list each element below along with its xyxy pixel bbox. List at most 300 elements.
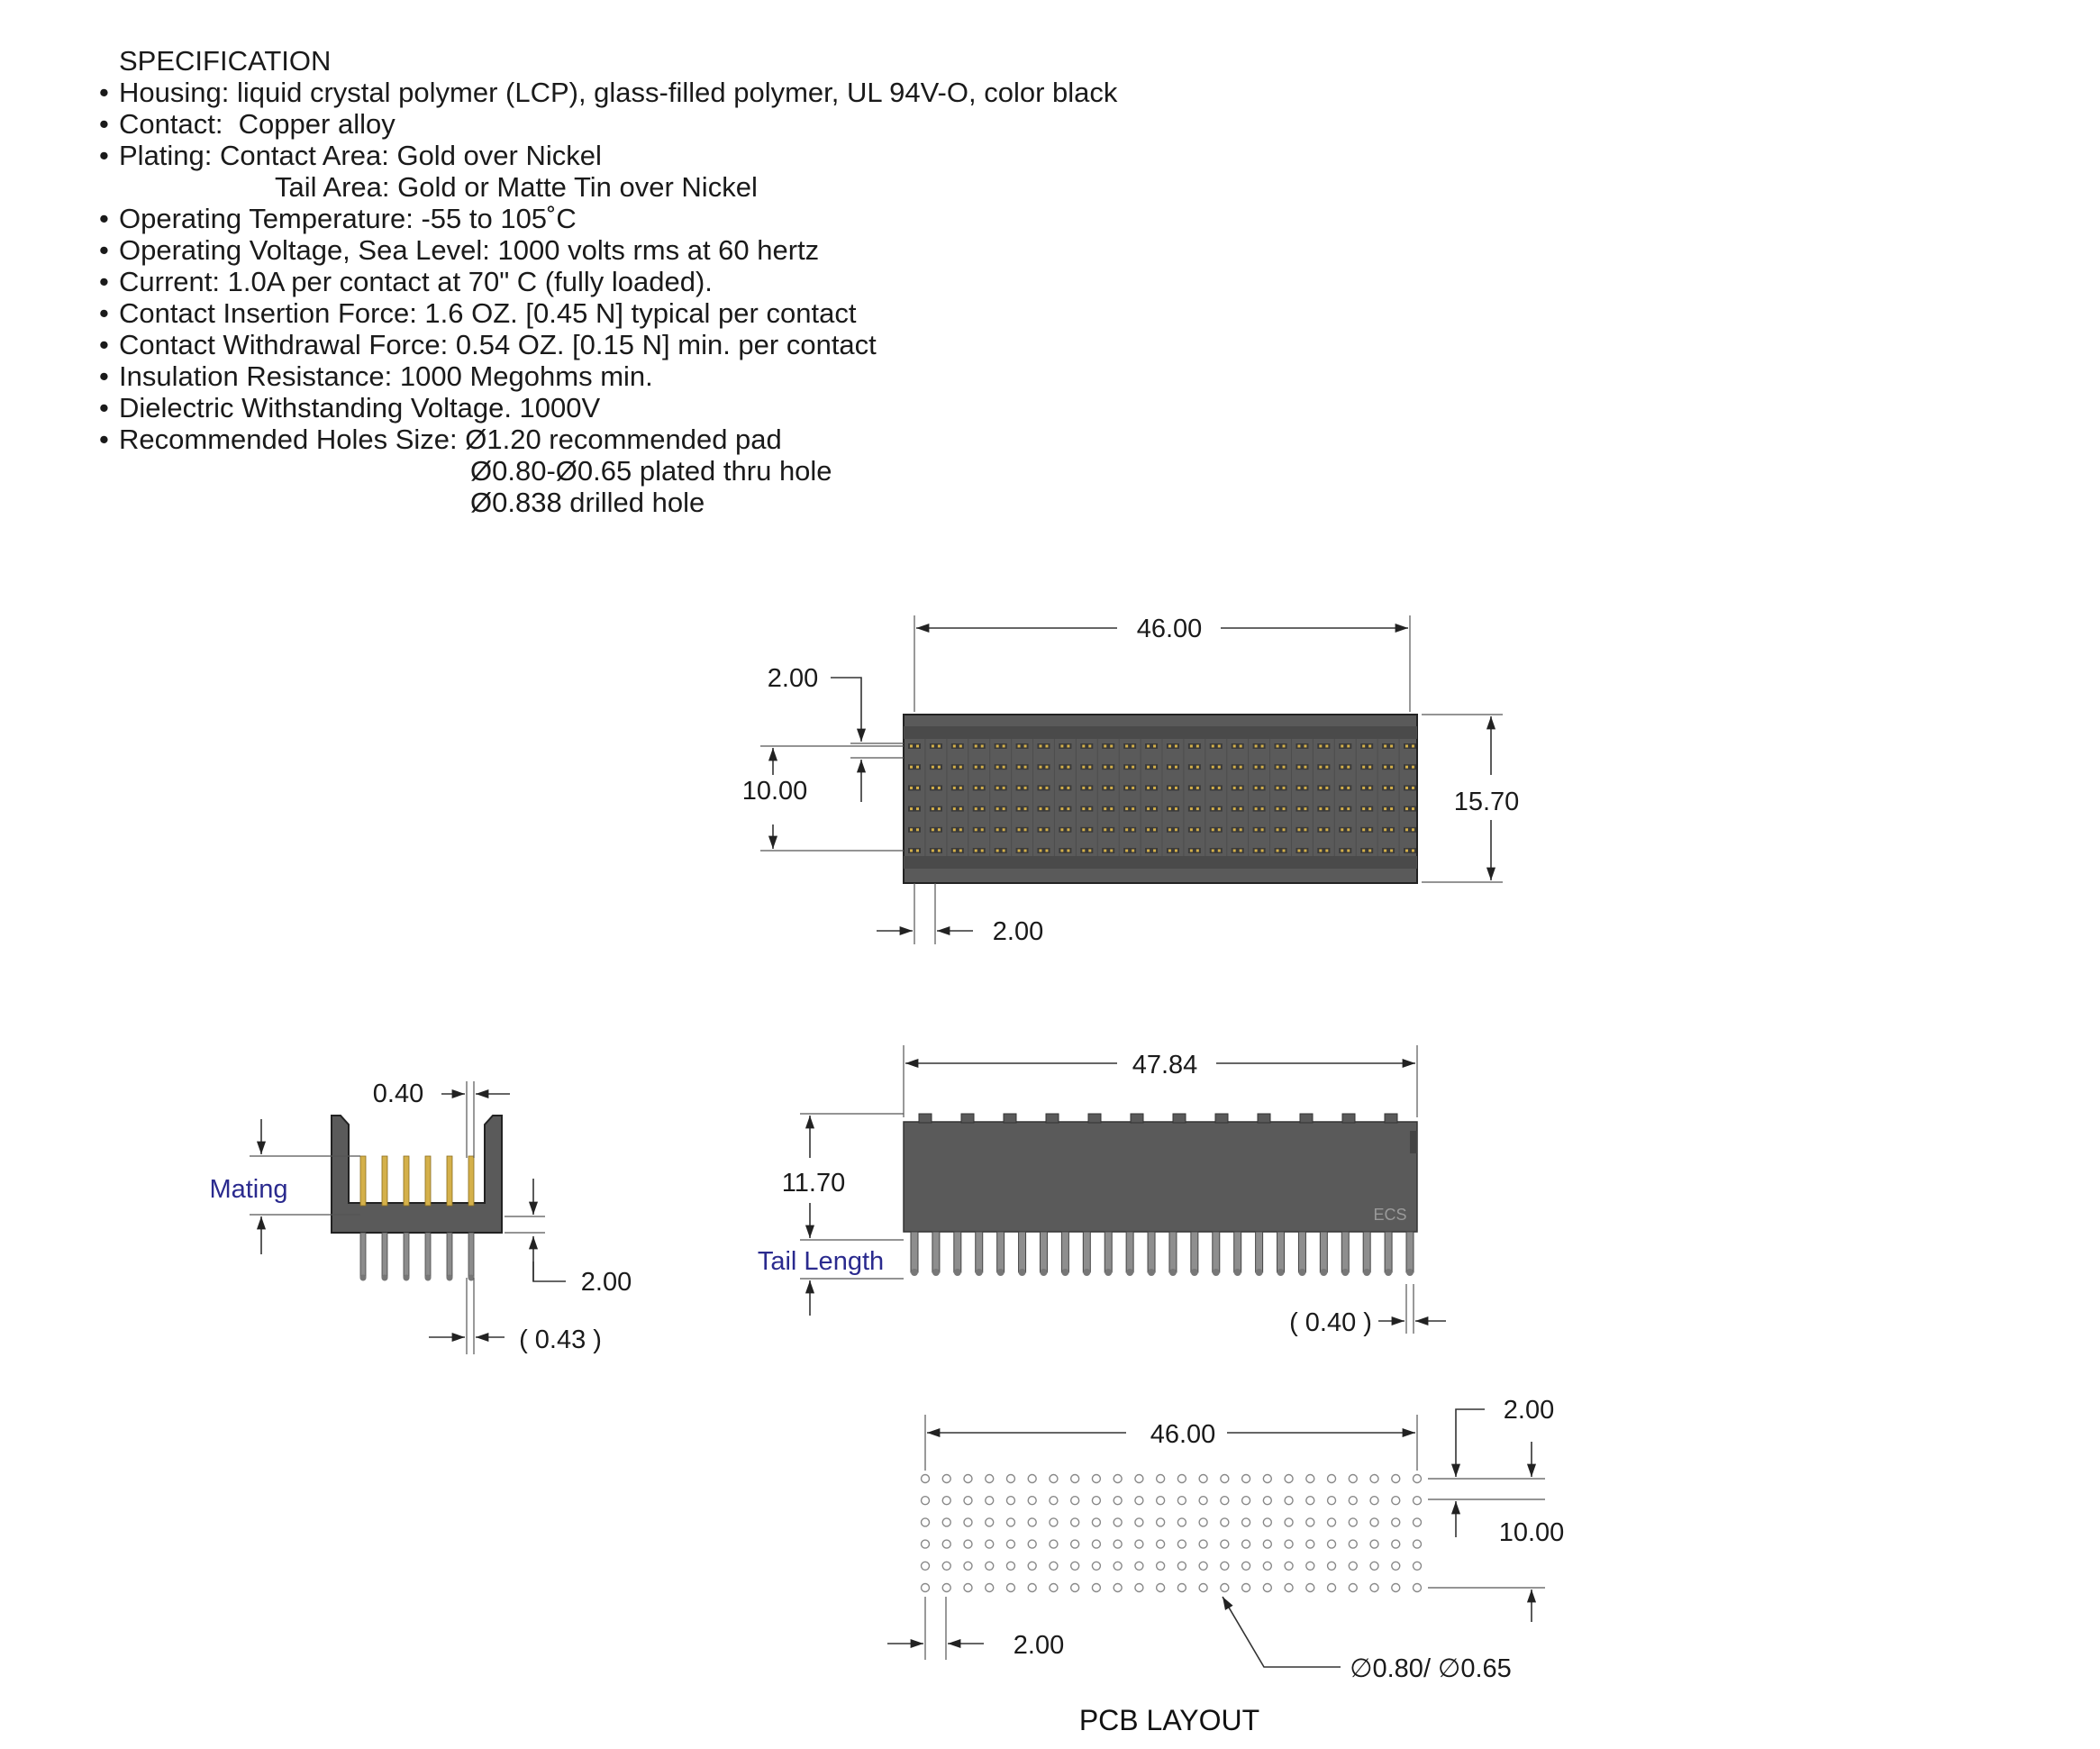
contact-pad	[1261, 787, 1264, 789]
contact-pad	[1325, 828, 1328, 831]
contact-pad	[1045, 807, 1048, 810]
contact-pad	[1018, 807, 1021, 810]
side-pin-tip	[447, 1275, 453, 1281]
contact-pad	[1412, 787, 1414, 789]
spec-item-insertion-force: • Contact Insertion Force: 1.6 OZ. [0.45 N] typical per contact	[99, 297, 857, 329]
pcb-hole-leader	[1223, 1597, 1341, 1667]
contact-pad	[1304, 828, 1306, 831]
contact-pad	[1088, 828, 1091, 831]
contact-pad	[1045, 850, 1048, 852]
pcb-hole	[1092, 1562, 1100, 1570]
contact-pad	[1233, 850, 1236, 852]
front-pin	[932, 1232, 940, 1272]
spec-item-contact: • Contact: Copper alloy	[99, 108, 395, 140]
pcb-offset-leader	[1456, 1409, 1485, 1477]
top-row-offset-leader	[831, 678, 861, 742]
front-pin-tip	[1320, 1269, 1327, 1276]
pcb-hole	[1157, 1562, 1165, 1570]
front-tooth	[1046, 1114, 1059, 1123]
spec-item-holes: • Recommended Holes Size: Ø1.20 recommended pad	[99, 424, 782, 455]
pcb-hole	[1199, 1540, 1207, 1548]
contact-pad	[1325, 745, 1328, 748]
pcb-hole	[1349, 1562, 1357, 1570]
contact-pad	[1153, 828, 1156, 831]
pcb-hole	[922, 1540, 930, 1548]
contact-pad	[1362, 828, 1365, 831]
front-tooth	[1300, 1114, 1313, 1123]
side-pin-tail	[468, 1233, 474, 1278]
pcb-hole	[1414, 1497, 1422, 1505]
contact-pad	[1297, 745, 1300, 748]
pcb-hole	[1392, 1584, 1400, 1592]
contact-pad	[959, 828, 962, 831]
pcb-hole	[964, 1584, 972, 1592]
pcb-hole	[1414, 1518, 1422, 1526]
contact-pad	[1319, 807, 1322, 810]
front-pin	[1083, 1232, 1090, 1272]
contact-pad	[1390, 787, 1393, 789]
contact-pad	[1132, 807, 1134, 810]
pcb-hole	[1092, 1540, 1100, 1548]
contact-pad	[975, 828, 977, 831]
pcb-hole	[1349, 1540, 1357, 1548]
contact-pad	[1168, 787, 1171, 789]
contact-pad	[1104, 745, 1106, 748]
contact-pad	[1060, 787, 1063, 789]
contact-pad	[1297, 828, 1300, 831]
front-pin	[954, 1232, 961, 1272]
pcb-hole	[1285, 1540, 1293, 1548]
spec-item-current: • Current: 1.0A per contact at 70" C (fully loaded).	[99, 266, 713, 297]
contact-pad	[1212, 787, 1214, 789]
contact-pad	[1196, 850, 1199, 852]
contact-pad	[1347, 807, 1350, 810]
side-pin-contact	[425, 1156, 431, 1206]
spec-item-temperature: • Operating Temperature: -55 to 105˚C	[99, 203, 577, 234]
contact-pad	[1384, 787, 1386, 789]
contact-pad	[1277, 787, 1279, 789]
contact-pad	[1240, 766, 1242, 769]
contact-pad	[1405, 766, 1408, 769]
side-pin-contact	[360, 1156, 366, 1206]
front-pin-tip	[1061, 1269, 1068, 1276]
contact-pad	[1304, 787, 1306, 789]
front-pin-tip	[976, 1269, 983, 1276]
contact-pad	[1347, 850, 1350, 852]
contact-pad	[1277, 766, 1279, 769]
front-pin-tip	[1019, 1269, 1026, 1276]
front-pin-tip	[1191, 1269, 1198, 1276]
spec-item-insulation: • Insulation Resistance: 1000 Megohms min.	[99, 360, 653, 392]
contact-pad	[1067, 766, 1069, 769]
contact-pad	[1362, 745, 1365, 748]
pcb-hole	[1114, 1497, 1122, 1505]
contact-pad	[1147, 745, 1150, 748]
top-pitch-dimension: 2.00	[992, 917, 1044, 946]
contact-pad	[1347, 745, 1350, 748]
contact-pad	[1175, 850, 1177, 852]
front-pin-tip	[1148, 1269, 1155, 1276]
spec-item-plating-tail: Tail Area: Gold or Matte Tin over Nickel	[275, 171, 758, 203]
contact-pad	[1390, 745, 1393, 748]
contact-pad	[1347, 828, 1350, 831]
contact-pad	[953, 766, 956, 769]
pcb-hole	[1392, 1497, 1400, 1505]
contact-pad	[910, 850, 913, 852]
contact-pad	[1319, 828, 1322, 831]
contact-pad	[916, 787, 919, 789]
contact-pad	[1362, 766, 1365, 769]
contact-pad	[1082, 850, 1085, 852]
contact-pad	[1147, 787, 1150, 789]
contact-pad	[1261, 745, 1264, 748]
contact-pad	[1060, 850, 1063, 852]
spec-item-holes-drilled: Ø0.838 drilled hole	[470, 487, 705, 518]
pcb-hole	[986, 1562, 994, 1570]
pcb-hole	[1263, 1475, 1271, 1483]
contact-pad	[1168, 807, 1171, 810]
contact-pad	[1218, 787, 1221, 789]
contact-pad	[1067, 828, 1069, 831]
front-tail-label: Tail Length	[757, 1247, 885, 1276]
contact-pad	[1018, 745, 1021, 748]
side-pin-contact	[404, 1156, 409, 1206]
contact-pad	[1168, 745, 1171, 748]
side-pin-contact	[382, 1156, 387, 1206]
pcb-hole	[1414, 1475, 1422, 1483]
contact-pad	[1255, 766, 1258, 769]
contact-pad	[1060, 807, 1063, 810]
contact-pad	[1362, 850, 1365, 852]
contact-pad	[1104, 766, 1106, 769]
contact-pad	[1368, 745, 1371, 748]
contact-pad	[981, 766, 984, 769]
contact-pad	[1104, 787, 1106, 789]
pcb-hole	[1071, 1475, 1079, 1483]
pcb-hole	[1370, 1584, 1378, 1592]
contact-pad	[981, 850, 984, 852]
pcb-layout	[887, 1396, 1564, 1736]
contact-pad	[1132, 828, 1134, 831]
contact-pad	[916, 745, 919, 748]
contact-pad	[1082, 745, 1085, 748]
pcb-hole	[1092, 1475, 1100, 1483]
side-pin-tip	[382, 1275, 388, 1281]
contact-pad	[981, 807, 984, 810]
spec-item-voltage: • Operating Voltage, Sea Level: 1000 volts rms at 60 hertz	[99, 234, 820, 266]
front-tooth	[1342, 1114, 1355, 1123]
top-width-dimension: 46.00	[1136, 615, 1203, 643]
pcb-hole	[1349, 1497, 1357, 1505]
top-height-dimension: 15.70	[1453, 788, 1520, 816]
contact-pad	[1175, 766, 1177, 769]
contact-pad	[1088, 807, 1091, 810]
contact-pad	[1018, 828, 1021, 831]
contact-pad	[1240, 850, 1242, 852]
contact-pad	[1088, 745, 1091, 748]
pcb-hole	[1092, 1518, 1100, 1526]
contact-pad	[1190, 828, 1193, 831]
side-pin-tip	[425, 1275, 432, 1281]
pcb-hole	[1177, 1475, 1186, 1483]
pcb-hole	[1114, 1562, 1122, 1570]
contact-pad	[1277, 807, 1279, 810]
contact-pad	[1283, 766, 1286, 769]
pcb-hole	[1157, 1584, 1165, 1592]
pcb-hole	[1306, 1475, 1314, 1483]
top-view	[742, 615, 1520, 946]
contact-pad	[1390, 766, 1393, 769]
front-pin	[1277, 1232, 1285, 1272]
contact-pad	[975, 850, 977, 852]
pcb-hole	[1328, 1497, 1336, 1505]
pcb-hole	[1306, 1497, 1314, 1505]
contact-pad	[959, 850, 962, 852]
contact-pad	[1190, 807, 1193, 810]
front-view-pins	[911, 1232, 1414, 1276]
contact-pad	[1110, 787, 1113, 789]
contact-pad	[1045, 766, 1048, 769]
contact-pad	[932, 745, 934, 748]
contact-pad	[1045, 787, 1048, 789]
pcb-hole	[922, 1475, 930, 1483]
contact-pad	[1255, 850, 1258, 852]
pcb-hole	[964, 1540, 972, 1548]
contact-pad	[1147, 766, 1150, 769]
contact-pad	[1168, 850, 1171, 852]
contact-pad	[1153, 807, 1156, 810]
contact-pad	[981, 787, 984, 789]
pcb-width-dimension: 46.00	[1150, 1420, 1216, 1449]
contact-pad	[1240, 787, 1242, 789]
contact-pad	[1405, 745, 1408, 748]
front-pin	[997, 1232, 1005, 1272]
contact-pad	[1304, 766, 1306, 769]
contact-pad	[996, 745, 999, 748]
contact-pad	[1082, 828, 1085, 831]
spec-item-housing: • Housing: liquid crystal polymer (LCP), glass-filled polymer, UL 94V-O, color black	[99, 77, 1118, 108]
contact-pad	[1341, 850, 1343, 852]
front-pin	[911, 1232, 918, 1272]
pcb-hole	[1306, 1540, 1314, 1548]
pcb-hole	[964, 1497, 972, 1505]
contact-pad	[996, 766, 999, 769]
contact-pad	[932, 850, 934, 852]
front-pin-dimension: ( 0.40 )	[1289, 1308, 1372, 1337]
spec-item-withdrawal-force: • Contact Withdrawal Force: 0.54 OZ. [0.15 N] min. per contact	[99, 329, 877, 360]
front-pin	[1320, 1232, 1327, 1272]
contact-pad	[975, 787, 977, 789]
contact-pad	[1341, 828, 1343, 831]
front-pin	[1363, 1232, 1370, 1272]
pcb-hole	[1177, 1584, 1186, 1592]
front-tooth	[1385, 1114, 1397, 1123]
contact-pad	[1196, 807, 1199, 810]
side-pin-tip	[404, 1275, 410, 1281]
contact-pad	[1341, 787, 1343, 789]
contact-pad	[1283, 787, 1286, 789]
contact-pad	[1283, 745, 1286, 748]
contact-pad	[938, 766, 941, 769]
contact-pad	[1132, 850, 1134, 852]
contact-pad	[1277, 745, 1279, 748]
contact-pad	[1277, 850, 1279, 852]
contact-pad	[1233, 745, 1236, 748]
contact-pad	[1261, 766, 1264, 769]
contact-pad	[1190, 850, 1193, 852]
pcb-hole	[922, 1562, 930, 1570]
contact-pad	[996, 828, 999, 831]
pcb-hole	[1028, 1518, 1036, 1526]
contact-pad	[1110, 828, 1113, 831]
contact-pad	[910, 745, 913, 748]
contact-pad	[1110, 850, 1113, 852]
front-tooth	[961, 1114, 974, 1123]
contact-pad	[1125, 787, 1128, 789]
contact-pad	[1168, 766, 1171, 769]
contact-pad	[1067, 807, 1069, 810]
contact-pad	[1104, 807, 1106, 810]
contact-pad	[1067, 745, 1069, 748]
pcb-hole	[1370, 1518, 1378, 1526]
front-pin	[1385, 1232, 1392, 1272]
contact-pad	[916, 766, 919, 769]
contact-pad	[1168, 828, 1171, 831]
contact-pad	[1261, 828, 1264, 831]
contact-pad	[1018, 766, 1021, 769]
pcb-hole	[922, 1497, 930, 1505]
front-pin	[1126, 1232, 1133, 1272]
contact-pad	[1341, 766, 1343, 769]
front-pin-tip	[1126, 1269, 1133, 1276]
contact-pad	[953, 787, 956, 789]
contact-pad	[1390, 807, 1393, 810]
contact-pad	[1060, 766, 1063, 769]
contact-pad	[1024, 745, 1027, 748]
contact-pad	[1018, 850, 1021, 852]
front-pin-tip	[1385, 1269, 1392, 1276]
spec-item-dielectric: • Dielectric Withstanding Voltage. 1000V	[99, 392, 601, 424]
front-view-key	[1410, 1131, 1417, 1153]
contact-pad	[1412, 850, 1414, 852]
pcb-hole	[1392, 1518, 1400, 1526]
contact-pad	[1233, 766, 1236, 769]
contact-pad	[1110, 766, 1113, 769]
contact-pad	[1277, 828, 1279, 831]
contact-pad	[959, 807, 962, 810]
pcb-hole	[1414, 1584, 1422, 1592]
front-view	[758, 1045, 1446, 1337]
pcb-hole	[1114, 1475, 1122, 1483]
pcb-hole	[1050, 1518, 1058, 1526]
contact-pad	[1384, 766, 1386, 769]
contact-pad	[1319, 766, 1322, 769]
contact-pad	[1341, 807, 1343, 810]
front-pin-tip	[1169, 1269, 1177, 1276]
contact-pad	[975, 766, 977, 769]
front-pin-tip	[1040, 1269, 1047, 1276]
pcb-hole	[1177, 1540, 1186, 1548]
pcb-hole	[1221, 1475, 1229, 1483]
contact-pad	[916, 850, 919, 852]
pcb-hole	[1242, 1584, 1250, 1592]
contact-pad	[1384, 807, 1386, 810]
contact-pad	[1153, 787, 1156, 789]
side-pin-tail	[360, 1233, 366, 1278]
contact-pad	[910, 766, 913, 769]
spec-title: SPECIFICATION	[119, 45, 332, 77]
pcb-hole	[1221, 1497, 1229, 1505]
pcb-hole	[1414, 1540, 1422, 1548]
contact-pad	[1125, 828, 1128, 831]
contact-pad	[932, 766, 934, 769]
contact-pad	[1218, 850, 1221, 852]
contact-pad	[953, 745, 956, 748]
pcb-hole	[1028, 1540, 1036, 1548]
pcb-hole	[1135, 1475, 1143, 1483]
contact-pad	[1233, 828, 1236, 831]
pcb-hole	[1349, 1518, 1357, 1526]
contact-pad	[1304, 745, 1306, 748]
pcb-hole	[1028, 1497, 1036, 1505]
pcb-hole	[1071, 1497, 1079, 1505]
contact-pad	[1132, 745, 1134, 748]
contact-pad	[1240, 745, 1242, 748]
front-tooth	[1088, 1114, 1101, 1123]
contact-pad	[938, 807, 941, 810]
front-pin	[1169, 1232, 1177, 1272]
front-tooth	[1131, 1114, 1143, 1123]
contact-pad	[1024, 850, 1027, 852]
pcb-hole	[942, 1497, 950, 1505]
contact-pad	[1218, 828, 1221, 831]
contact-pad	[1003, 787, 1005, 789]
contact-pad	[1283, 828, 1286, 831]
contact-pad	[1024, 766, 1027, 769]
pcb-hole	[986, 1518, 994, 1526]
contact-pad	[996, 850, 999, 852]
front-pin	[1234, 1232, 1241, 1272]
contact-pad	[1003, 745, 1005, 748]
front-pin-tip	[1105, 1269, 1112, 1276]
pcb-hole	[1050, 1540, 1058, 1548]
contact-pad	[1412, 828, 1414, 831]
contact-pad	[1319, 745, 1322, 748]
front-pin-tip	[1213, 1269, 1220, 1276]
pcb-hole	[1349, 1584, 1357, 1592]
pcb-hole	[1199, 1562, 1207, 1570]
contact-pad	[1297, 766, 1300, 769]
pcb-hole	[1370, 1562, 1378, 1570]
front-height-dimension: 11.70	[781, 1169, 846, 1198]
contact-pad	[1341, 745, 1343, 748]
top-view-rail-top	[904, 726, 1417, 739]
pcb-hole	[1285, 1562, 1293, 1570]
contact-pad	[953, 828, 956, 831]
contact-pad	[1060, 828, 1063, 831]
pcb-hole	[1328, 1475, 1336, 1483]
contact-pad	[910, 787, 913, 789]
pcb-hole	[1221, 1518, 1229, 1526]
contact-pad	[1082, 766, 1085, 769]
contact-pad	[1039, 850, 1041, 852]
pcb-hole	[1135, 1497, 1143, 1505]
pcb-hole	[1263, 1497, 1271, 1505]
pcb-hole	[964, 1475, 972, 1483]
top-row-span-dimension: 10.00	[741, 777, 808, 806]
side-pin-tail	[404, 1233, 409, 1278]
front-tooth	[1258, 1114, 1270, 1123]
